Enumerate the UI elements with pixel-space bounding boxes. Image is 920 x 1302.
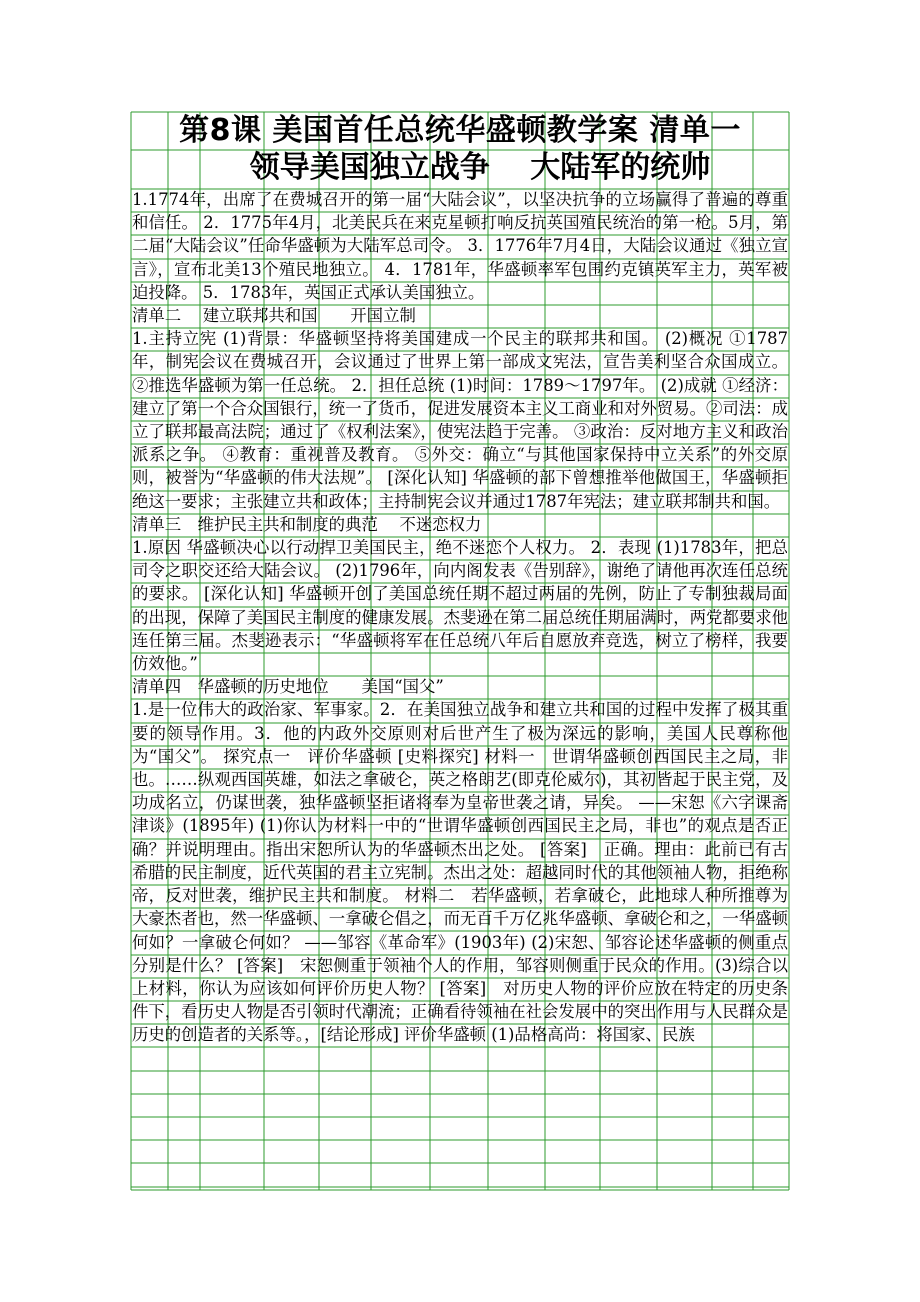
section-heading-checklist-3: 清单三 维护民主共和制度的典范 不迷恋权力 — [132, 514, 482, 534]
document-body — [132, 188, 788, 1047]
paragraph-checklist-1: 1.1774年，出席了在费城召开的第一届“大陆会议”，以坚决抗争的立场赢得了普遍的尊重和信任。 2．1775年4月，北美民兵在来克星顿打响反抗英国殖民统治的第一枪。5月，第二届“大陆会议”任命华盛顿为大陆军总司令。 3．1776年7月4日，大陆会议通过《独立宣言》，宣布北美13个殖民地独立。 4．1781年，华盛顿率军包围约克镇英军主力，英军被迫投降。 5．1783年，英国正式承认美国独立。 — [132, 190, 788, 302]
section-heading-checklist-4: 清单四 华盛顿的历史地位 美国“国父” — [132, 677, 444, 697]
paragraph-checklist-4: 1.是一位伟大的政治家、军事家。2．在美国独立战争和建立共和国的过程中发挥了极其重要的领导作用。3．他的内政外交原则对后世产生了极为深远的影响，美国人民尊称他为“国父”。 探究点一 评价华盛顿 [史料探究] 材料一 世谓华盛顿创西国民主之局，非也。……纵观西国英雄，如法之拿破仑，英之格朗艺(即克伦威尔)，其初皆起于民主党，及功成名立，仍谋世袭，独华盛顿坚拒诸将奉为皇帝世袭之请，异矣。 ——宋恕《六字课斋津谈》(1895年) (1)你认为材料一中的“世谓华盛顿创西国民主之局，非也”的观点是否正确？并说明理由。指出宋恕所认为的华盛顿杰出之处。 [答案] 正确。理由：此前已有古希腊的民主制度，近代英国的君主立宪制。杰出之处：超越同时代的其他领袖人物，拒绝称帝，反对世袭，维护民主共和制度。 材料二 若华盛顿，若拿破仑，此地球人种所推尊为大豪杰者也，然一华盛顿、一拿破仑倡之，而无百千万亿兆华盛顿、拿破仑和之，一华盛顿何如？一拿破仑何如？ ——邹容《革命军》(1903年) (2)宋恕、邹容论述华盛顿的侧重点分别是什么？ [答案] 宋恕侧重于领袖个人的作用，邹容则侧重于民众的作用。(3)综合以上材料，你认为应该如何评价历史人物？ [答案] 对历史人物的评价应放在特定的历史条件下，看历史人物是否引领时代潮流；正确看待领袖在社会发展中的突出作用与人民群众是历史的创造者的关系等。，[结论形成] 评价华盛顿 (1)品格高尚：将国家、民族 — [132, 700, 788, 1045]
paragraph-checklist-2: 1.主持立宪 (1)背景：华盛顿坚持将美国建成一个民主的联邦共和国。 (2)概况 ①1787年，制宪会议在费城召开，会议通过了世界上第一部成文宪法，宣告美利坚合众国成立。 ②推选华盛顿为第一任总统。 2．担任总统 (1)时间：1789～1797年。 (2)成就 ①经济：建立了第一个合众国银行，统一了货币，促进发展资本主义工商业和对外贸易。②司法：成立了联邦最高法院；通过了《权利法案》，使宪法趋于完善。 ③政治：反对地方主义和政治派系之争。 ④教育：重视普及教育。 ⑤外交：确立“与其他国家保持中立关系”的外交原则，被誉为“华盛顿的伟大法规”。 [深化认知] 华盛顿的部下曾想推举他做国王，华盛顿拒绝这一要求；主张建立共和政体；主持制宪会议并通过1787年宪法；建立联邦制共和国。 — [132, 329, 788, 511]
lesson-subtitle: 领导美国独立战争 大陆军的统帅 — [249, 150, 711, 185]
lesson-title: 第8课 美国首任总统华盛顿教学案 清单一 — [179, 113, 741, 148]
paragraph-checklist-3: 1.原因 华盛顿决心以行动捍卫美国民主，绝不迷恋个人权力。 2．表现 (1)1783年，把总司令之职交还给大陆会议。 (2)1796年，向内阁发表《告别辞》，谢绝了请他再次连任总统的要求。 [深化认知] 华盛顿开创了美国总统任期不超过两届的先例，防止了专制独裁局面的出现，保障了美国民主制度的健康发展。杰斐逊在第二届总统任期届满时，两党都要求他连任第三届。杰斐逊表示：“华盛顿将军在任总统八年后自愿放弃竞选，树立了榜样，我要仿效他。” — [132, 538, 788, 674]
document-content — [132, 112, 788, 1047]
section-heading-checklist-2: 清单二 建立联邦共和国 开国立制 — [132, 306, 416, 326]
